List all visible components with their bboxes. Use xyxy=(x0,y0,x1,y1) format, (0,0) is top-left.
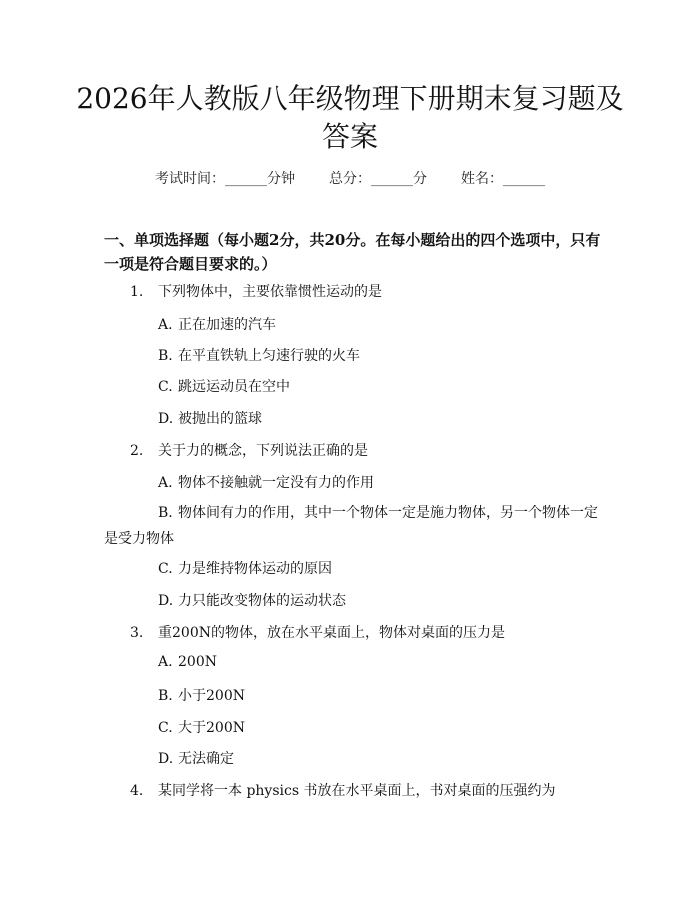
question-2 xyxy=(130,440,368,460)
question-2-option-d xyxy=(158,590,346,610)
question-text: 关于力的概念，下列说法正确的是 xyxy=(158,443,368,459)
question-3-option-c xyxy=(158,717,245,737)
question-2-option-a xyxy=(158,472,374,492)
question-3-option-a xyxy=(158,654,217,670)
section-heading: 一、单项选择题（每小题2分，共20分。在每小题给出的四个选项中，只有一项是符合题目要求的。） xyxy=(104,231,601,273)
question-number: 2. xyxy=(130,443,144,459)
question-1-option-d xyxy=(158,408,262,428)
question-text: 下列物体中，主要依靠惯性运动的是 xyxy=(158,284,382,300)
question-2-option-c xyxy=(158,558,332,578)
option-letter: B. xyxy=(158,348,173,364)
exam-time-field: 考试时间：______分钟 xyxy=(155,171,295,187)
page-title: 2026年人教版八年级物理下册期末复习题及答案 xyxy=(76,82,624,153)
question-text: 重200N的物体，放在水平桌面上，物体对桌面的压力是 xyxy=(158,625,505,641)
option-letter: A. xyxy=(158,654,173,670)
option-letter: D. xyxy=(158,411,174,427)
option-letter: C. xyxy=(158,379,173,395)
question-1-option-c xyxy=(158,376,290,396)
name-field: 姓名：______ xyxy=(461,171,545,187)
option-letter: D. xyxy=(158,593,174,609)
total-score-field: 总分：______分 xyxy=(329,171,427,187)
option-letter: B. xyxy=(158,505,173,521)
option-text: 物体不接触就一定没有力的作用 xyxy=(178,475,374,491)
option-text: 力只能改变物体的运动状态 xyxy=(178,593,346,609)
option-letter: B. xyxy=(158,688,173,704)
question-text: 某同学将一本 physics 书放在水平桌面上，书对桌面的压强约为 xyxy=(158,783,556,799)
option-text: 正在加速的汽车 xyxy=(178,317,276,333)
exam-meta-line xyxy=(0,168,700,188)
option-text: 200N xyxy=(178,654,217,670)
question-number: 3. xyxy=(130,625,144,641)
question-1-option-b xyxy=(158,345,360,365)
option-text: 物体间有力的作用，其中一个物体一定是施力物体，另一个物体一定是受力物体 xyxy=(104,505,598,547)
question-3-option-d xyxy=(158,748,234,768)
question-3-option-b xyxy=(158,685,245,705)
option-text: 小于200N xyxy=(178,688,245,704)
option-text: 跳远运动员在空中 xyxy=(178,379,290,395)
question-1-option-a xyxy=(158,314,276,334)
question-2-option-b xyxy=(104,500,600,552)
question-4 xyxy=(130,780,555,800)
option-letter: C. xyxy=(158,561,173,577)
option-text: 被抛出的篮球 xyxy=(178,411,262,427)
option-text: 大于200N xyxy=(178,720,245,736)
question-number: 4. xyxy=(130,783,144,799)
question-number: 1. xyxy=(130,284,144,300)
question-3 xyxy=(130,622,505,642)
question-1 xyxy=(130,281,382,301)
option-letter: D. xyxy=(158,751,174,767)
option-text: 无法确定 xyxy=(178,751,234,767)
option-letter: C. xyxy=(158,720,173,736)
option-letter: A. xyxy=(158,475,173,491)
option-text: 在平直铁轨上匀速行驶的火车 xyxy=(178,348,360,364)
option-text: 力是维持物体运动的原因 xyxy=(178,561,332,577)
option-letter: A. xyxy=(158,317,173,333)
